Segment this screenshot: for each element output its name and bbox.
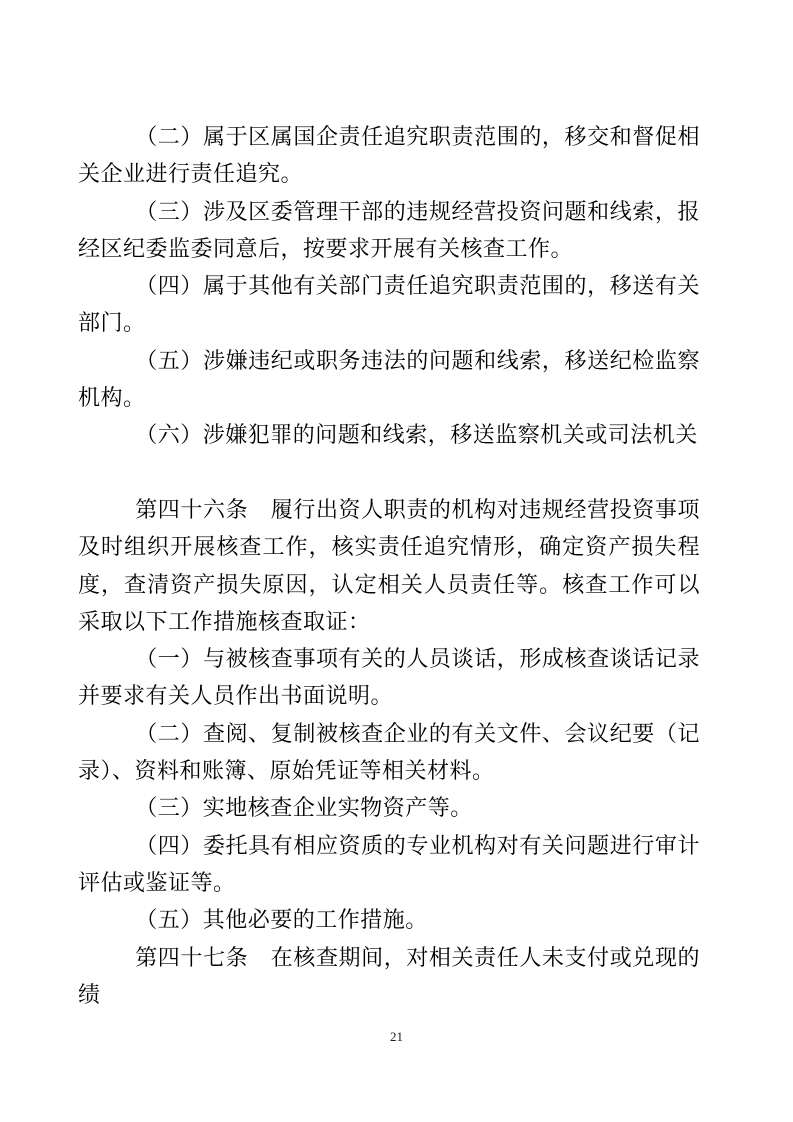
paragraph: （六）涉嫌犯罪的问题和线索，移送监察机关或司法机关 — [135, 422, 698, 448]
page-footer — [0, 1028, 793, 1046]
paragraph: （三）涉及区委管理干部的违规经营投资问题和线索，报经区纪委监委同意后，按要求开展有关核查工作。 — [78, 198, 700, 261]
paragraph: （二）属于区属国企责任追究职责范围的，移交和督促相关企业进行责任追究。 — [78, 124, 700, 187]
page-number: 21 — [390, 1029, 403, 1044]
paragraph: （五）涉嫌违纪或职务违法的问题和线索，移送纪检监察机构。 — [78, 347, 700, 411]
paragraph: （四）委托具有相应资质的专业机构对有关问题进行审计评估或鉴证等。 — [78, 832, 700, 895]
paragraph: （三）实地核查企业实物资产等。 — [135, 795, 473, 821]
paragraph: （一）与被核查事项有关的人员谈话，形成核查谈话记录并要求有关人员作出书面说明。 — [78, 646, 700, 709]
paragraph-spacer — [78, 454, 700, 491]
paragraph: （四）属于其他有关部门责任追究职责范围的，移送有关部门。 — [78, 273, 700, 336]
document-body — [78, 118, 700, 1013]
paragraph: （二）查阅、复制被核查企业的有关文件、会议纪要（记录）、资料和账簿、原始凭证等相关材料。 — [78, 720, 700, 784]
paragraph: 第四十七条 在核查期间，对相关责任人未支付或兑现的绩 — [78, 944, 700, 1007]
paragraph: （五）其他必要的工作措施。 — [135, 907, 428, 933]
paragraph: 第四十六条 履行出资人职责的机构对违规经营投资事项及时组织开展核查工作，核实责任追究情形，确定资产损失程度，查清资产损失原因，认定相关人员责任等。核查工作可以采取以下工作措施核查取证： — [78, 496, 700, 634]
